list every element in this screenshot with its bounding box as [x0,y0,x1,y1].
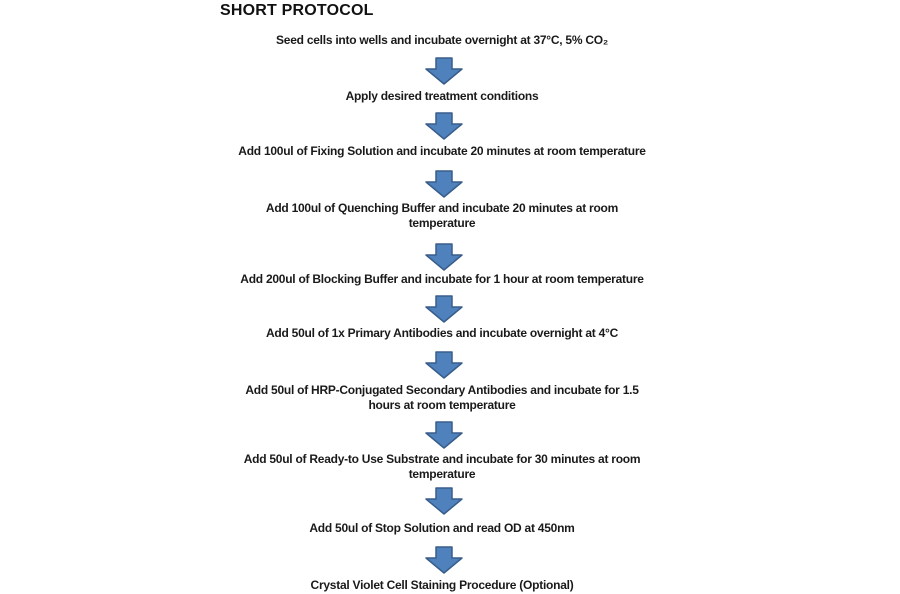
protocol-step-6 [0,326,884,341]
protocol-step-3 [0,144,884,159]
page-title: SHORT PROTOCOL [220,2,374,19]
step-text: Add 50ul of 1x Primary Antibodies and incubate overnight at 4°C [265,326,618,340]
down-arrow-icon [425,112,463,140]
down-arrow-shape [426,547,462,573]
protocol-step-10 [0,578,884,593]
down-arrow-shape [426,296,462,322]
down-arrow-icon [425,243,463,271]
protocol-step-1 [0,33,884,48]
step-text: Add 50ul of Ready-to Use Substrate and incubate for 30 minutes at room [243,452,641,466]
protocol-step-8 [0,452,884,482]
down-arrow-icon [425,170,463,198]
protocol-step-4 [0,201,884,231]
down-arrow-icon [425,546,463,574]
step-text: Seed cells into wells and incubate overnight at 37°C, 5% CO₂ [276,33,608,47]
step-text: hours at room temperature [368,398,516,412]
step-text: Apply desired treatment conditions [345,89,539,103]
protocol-step-2 [0,89,884,104]
step-text: Add 100ul of Quenching Buffer and incubate 20 minutes at room [265,201,619,215]
down-arrow-icon [425,421,463,449]
down-arrow-icon [425,57,463,85]
down-arrow-shape [426,488,462,514]
step-text: Add 50ul of HRP-Conjugated Secondary Antibodies and incubate for 1.5 [245,383,639,397]
protocol-step-7 [0,383,884,413]
protocol-step-5 [0,272,884,287]
down-arrow-icon [425,487,463,515]
down-arrow-shape [426,422,462,448]
step-text: Add 100ul of Fixing Solution and incubate 20 minutes at room temperature [238,144,646,158]
protocol-step-9 [0,521,884,536]
down-arrow-shape [426,171,462,197]
step-text: Crystal Violet Cell Staining Procedure (Optional) [310,578,574,592]
step-text: temperature [408,467,476,481]
step-text: Add 50ul of Stop Solution and read OD at 450nm [309,521,575,535]
step-text: temperature [408,216,476,230]
down-arrow-shape [426,352,462,378]
down-arrow-icon [425,351,463,379]
step-text: Add 200ul of Blocking Buffer and incubate for 1 hour at room temperature [240,272,644,286]
down-arrow-shape [426,244,462,270]
down-arrow-shape [426,113,462,139]
down-arrow-icon [425,295,463,323]
down-arrow-shape [426,58,462,84]
